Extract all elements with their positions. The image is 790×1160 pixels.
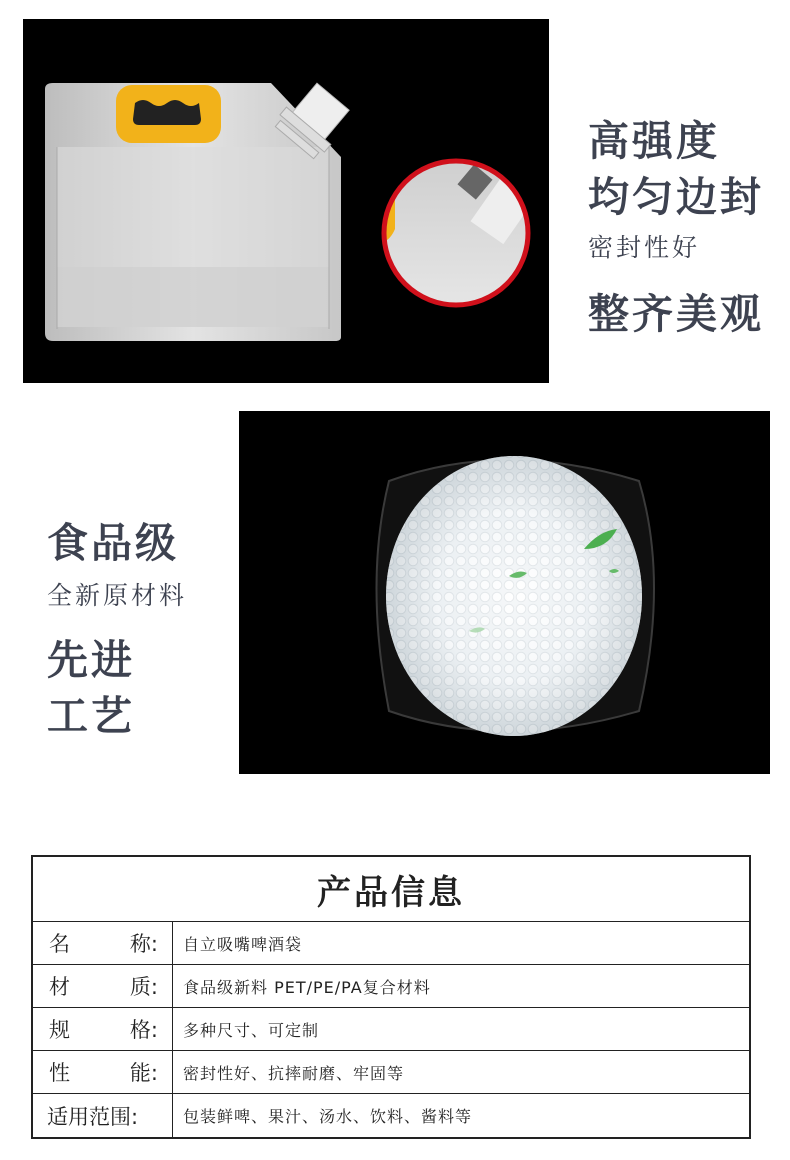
table-row <box>33 1094 749 1137</box>
row-value-performance: 密封性好、抗摔耐磨、牢固等 <box>183 1063 405 1083</box>
product-info-title: 产品信息 <box>33 857 749 922</box>
row-value-material: 食品级新料 PET/PE/PA复合材料 <box>183 977 431 997</box>
pouch-illustration <box>23 19 549 383</box>
subtitle-seal: 密封性好 <box>588 233 701 262</box>
headline-strength: 高强度 <box>588 117 720 165</box>
label-part: 名 <box>49 932 70 956</box>
row-value-spec: 多种尺寸、可定制 <box>183 1020 320 1040</box>
headline-advanced: 先进 <box>47 636 135 684</box>
table-row <box>33 1051 749 1094</box>
label-part: 性 <box>49 1061 70 1085</box>
label-part: 材 <box>49 975 70 999</box>
headline-even-seal: 均匀边封 <box>588 173 764 221</box>
pellets-illustration <box>239 411 770 774</box>
label-part: 规 <box>49 1018 70 1042</box>
label-part: 称: <box>129 932 158 956</box>
table-row <box>33 922 749 965</box>
row-label-material <box>33 965 173 1007</box>
row-value-name: 自立吸嘴啤酒袋 <box>183 934 303 954</box>
pellets-photo <box>239 411 770 774</box>
row-value-usage: 包装鲜啤、果汁、汤水、饮料、酱料等 <box>183 1107 473 1126</box>
label-part: 能: <box>129 1061 158 1085</box>
headline-food-grade: 食品级 <box>47 519 179 567</box>
subtitle-material: 全新原材料 <box>47 581 188 610</box>
label-part: 质: <box>129 975 158 999</box>
headline-craft: 工艺 <box>47 692 135 740</box>
label-part: 格: <box>129 1018 158 1042</box>
product-info-table <box>31 855 751 1139</box>
row-label-name <box>33 922 173 964</box>
row-label-usage: 适用范围: <box>33 1094 173 1137</box>
headline-neat: 整齐美观 <box>588 290 764 338</box>
row-label-spec <box>33 1008 173 1050</box>
row-label-performance <box>33 1051 173 1093</box>
table-row <box>33 1008 749 1051</box>
table-row <box>33 965 749 1008</box>
pouch-photo <box>23 19 549 383</box>
